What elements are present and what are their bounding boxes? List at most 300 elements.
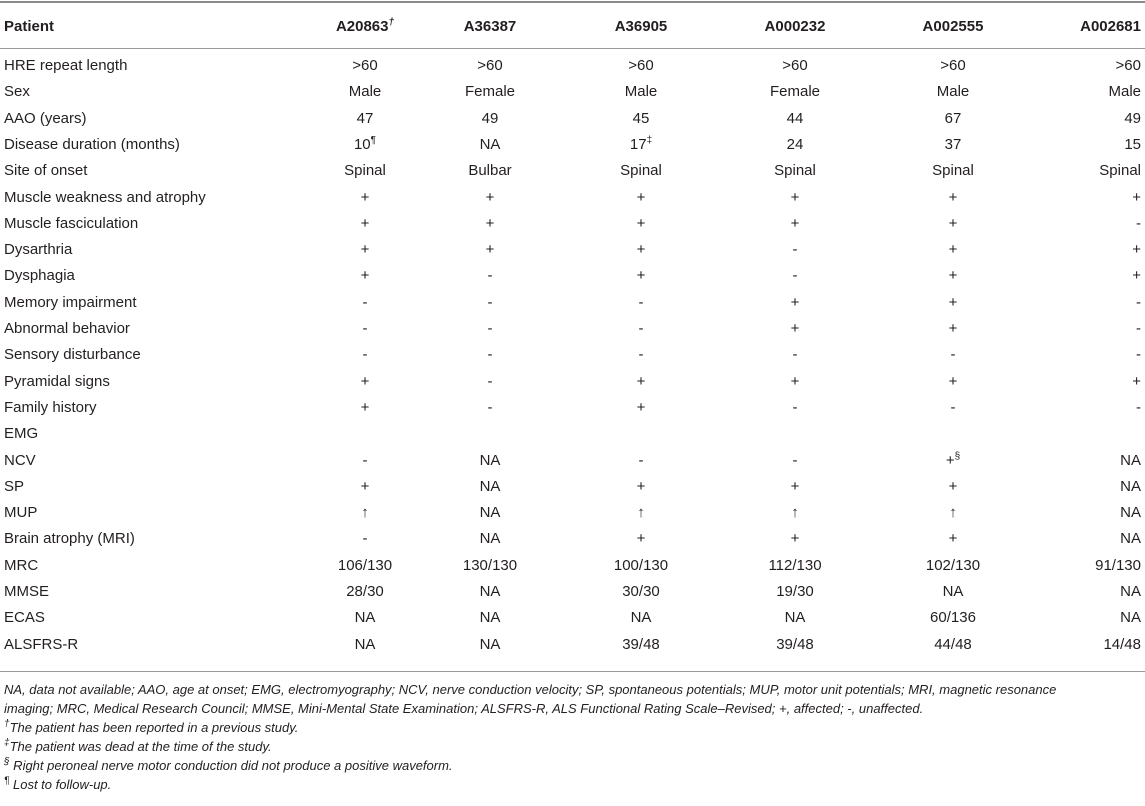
row-label: AAO (years) xyxy=(4,109,87,127)
table-bottom-rule xyxy=(0,671,1145,672)
table-cell xyxy=(893,241,1013,258)
table-cell xyxy=(1021,530,1141,547)
cell-value: 45 xyxy=(632,109,650,127)
table-cell xyxy=(305,452,425,469)
row-label: Dysarthria xyxy=(4,241,73,259)
table-cell xyxy=(735,83,855,100)
table-cell xyxy=(581,557,701,574)
table-cell xyxy=(735,478,855,495)
table-row-dysphagia xyxy=(0,267,1145,293)
table-row-sex xyxy=(0,83,1145,109)
cell-value: NA xyxy=(1120,451,1141,469)
cell-value: + xyxy=(1132,267,1141,285)
table-cell xyxy=(893,110,1013,127)
cell-value: 47 xyxy=(356,109,374,127)
cell-value: NA xyxy=(479,583,501,600)
table-cell xyxy=(305,530,425,547)
cell-value: + xyxy=(360,398,370,416)
cell-value: - xyxy=(638,320,644,337)
table-cell xyxy=(430,399,550,416)
table-cell xyxy=(893,636,1013,653)
table-cell xyxy=(735,530,855,547)
cell-value: NA xyxy=(479,451,501,469)
dagger-footnote-text: The patient has been reported in a previous study. xyxy=(9,720,299,735)
table-cell xyxy=(305,478,425,495)
cell-value: - xyxy=(1136,214,1141,232)
table-cell xyxy=(581,189,701,206)
cell-value: Male xyxy=(936,83,970,101)
cell-value: + xyxy=(485,188,495,206)
cell-value: 106/130 xyxy=(337,556,393,574)
table-row-mrc xyxy=(0,557,1145,583)
cell-value: - xyxy=(487,372,493,390)
cell-value: 112/130 xyxy=(768,556,822,574)
cell-value: ↑ xyxy=(361,504,369,522)
cell-value: + xyxy=(360,267,370,285)
cell-value: - xyxy=(1136,293,1141,311)
cell-value: Male xyxy=(1108,83,1141,101)
table-cell xyxy=(893,189,1013,206)
table-cell xyxy=(581,373,701,390)
table-cell xyxy=(735,504,855,521)
abbreviations-note-line-2: imaging; MRC, Medical Research Council; MMSE, Mini-Mental State Examination; ALSFRS-R, ALS Functional Rating Scale–Revised; +, affected; -, unaffected. xyxy=(4,701,924,716)
cell-value: + xyxy=(948,188,958,206)
table-cell xyxy=(305,83,425,100)
cell-value: Male xyxy=(348,83,382,101)
cell-value: 24 xyxy=(786,135,804,153)
cell-value: + xyxy=(485,241,495,259)
table-cell xyxy=(735,189,855,206)
table-cell xyxy=(430,346,550,363)
row-label: NCV xyxy=(4,451,36,469)
table-cell xyxy=(430,83,550,100)
cell-value: - xyxy=(638,346,644,364)
row-label: Family history xyxy=(4,398,97,416)
row-label: Memory impairment xyxy=(4,293,137,311)
table-row-brain-atrophy-mri xyxy=(0,530,1145,556)
cell-value: - xyxy=(487,346,493,364)
cell-value: + xyxy=(948,372,958,390)
cell-value: 44 xyxy=(786,109,804,127)
cell-value: + xyxy=(790,372,800,390)
cell-value: + xyxy=(948,477,958,495)
table-row-hre-repeat-length xyxy=(0,57,1145,83)
table-cell xyxy=(1021,478,1141,495)
cell-value: NA xyxy=(354,609,376,627)
cell-value: - xyxy=(792,451,798,469)
cell-value: 17 xyxy=(629,135,647,153)
cell-value: NA xyxy=(942,583,964,600)
table-cell xyxy=(1021,110,1141,127)
row-label: MMSE xyxy=(4,583,49,600)
table-cell xyxy=(581,504,701,521)
cell-value: + xyxy=(636,188,646,206)
cell-value: Spinal xyxy=(344,162,386,180)
table-cell xyxy=(430,478,550,495)
table-cell xyxy=(581,452,701,469)
table-cell xyxy=(735,241,855,258)
pilcrow-mark: ¶ xyxy=(4,775,10,787)
table-cell xyxy=(305,504,425,521)
cell-value: + xyxy=(636,477,646,495)
table-row-muscle-fasciculation xyxy=(0,215,1145,241)
cell-value: - xyxy=(792,241,798,259)
dagger-footnote-mark: † xyxy=(388,17,395,28)
cell-value: >60 xyxy=(940,57,966,74)
row-label: ECAS xyxy=(4,609,45,627)
table-row-family-history xyxy=(0,399,1145,425)
table-cell xyxy=(1021,636,1141,653)
cell-value: 39/48 xyxy=(776,635,814,653)
table-cell xyxy=(305,399,425,416)
table-cell xyxy=(735,583,855,600)
cell-value: + xyxy=(1132,188,1141,206)
table-cell xyxy=(581,320,701,337)
table-cell xyxy=(1021,557,1141,574)
table-cell xyxy=(893,504,1013,521)
table-cell xyxy=(1021,399,1141,416)
row-label: Sensory disturbance xyxy=(4,346,141,364)
table-cell xyxy=(893,83,1013,100)
column-header-a000232: A000232 xyxy=(764,18,826,35)
cell-value: + xyxy=(360,477,370,495)
cell-value: - xyxy=(362,293,368,311)
table-cell xyxy=(1021,452,1141,469)
table-cell xyxy=(1021,504,1141,521)
cell-value: - xyxy=(950,398,956,416)
table-cell xyxy=(893,136,1013,153)
table-footnotes xyxy=(4,680,1142,794)
cell-value: ↑ xyxy=(791,504,799,522)
row-label: EMG xyxy=(4,425,39,443)
abbreviations-note-line-1: NA, data not available; AAO, age at onset; EMG, electromyography; NCV, nerve conduction velocity; SP, spontaneous potentials; MUP, motor unit potentials; MRI, magnetic resonance xyxy=(4,682,1057,697)
cell-value: 37 xyxy=(944,135,962,153)
table-cell xyxy=(305,241,425,258)
table-cell xyxy=(305,57,425,74)
cell-value: NA xyxy=(354,635,376,653)
table-cell xyxy=(893,346,1013,363)
table-cell xyxy=(735,399,855,416)
table-cell xyxy=(305,346,425,363)
table-cell xyxy=(1021,189,1141,206)
cell-value: - xyxy=(792,398,798,416)
cell-value: + xyxy=(1132,241,1141,259)
cell-value: - xyxy=(638,451,644,469)
table-cell xyxy=(1021,373,1141,390)
table-cell xyxy=(305,294,425,311)
table-cell xyxy=(735,294,855,311)
cell-value: NA xyxy=(479,609,501,627)
table-top-rule xyxy=(0,1,1145,3)
table-cell xyxy=(305,320,425,337)
row-label: SP xyxy=(4,477,25,495)
table-row-muscle-weakness-and-atrophy xyxy=(0,189,1145,215)
cell-value: NA xyxy=(479,530,501,548)
table-cell xyxy=(581,636,701,653)
table-cell xyxy=(430,136,550,153)
cell-value: - xyxy=(362,530,368,548)
cell-value: ↑ xyxy=(637,504,645,522)
column-header-a20863: A20863† xyxy=(335,17,395,35)
cell-value: + xyxy=(948,320,958,337)
double-dagger-mark: ‡ xyxy=(4,737,10,749)
cell-value: 130/130 xyxy=(462,556,518,574)
cell-value: + xyxy=(636,214,646,232)
cell-value: Spinal xyxy=(1099,162,1141,180)
cell-value: + xyxy=(790,477,800,495)
row-label: ALSFRS-R xyxy=(4,635,79,653)
table-cell xyxy=(305,609,425,626)
table-cell xyxy=(430,162,550,179)
cell-value: NA xyxy=(784,609,806,627)
table-cell xyxy=(430,241,550,258)
section-mark: § xyxy=(4,756,10,768)
table-cell xyxy=(305,136,425,153)
table-cell xyxy=(893,530,1013,547)
table-cell xyxy=(735,609,855,626)
column-header-a36387: A36387 xyxy=(463,18,517,35)
table-cell xyxy=(893,267,1013,284)
cell-value: NA xyxy=(1120,530,1141,548)
table-cell xyxy=(581,57,701,74)
cell-value: + xyxy=(948,214,958,232)
table-row-mmse xyxy=(0,583,1145,609)
table-cell xyxy=(305,215,425,232)
table-cell xyxy=(430,583,550,600)
table-cell xyxy=(430,215,550,232)
table-cell xyxy=(430,294,550,311)
table-cell xyxy=(305,162,425,179)
table-cell xyxy=(735,110,855,127)
table-cell xyxy=(735,215,855,232)
table-cell xyxy=(581,583,701,600)
cell-value: 49 xyxy=(481,109,499,127)
cell-value: + xyxy=(790,188,800,206)
table-cell xyxy=(893,373,1013,390)
section-footnote xyxy=(4,756,1142,775)
cell-value: 49 xyxy=(1124,109,1141,127)
cell-value: - xyxy=(1136,346,1141,364)
row-label: Muscle fasciculation xyxy=(4,214,139,232)
table-cell xyxy=(1021,57,1141,74)
cell-value: 60/136 xyxy=(930,609,976,627)
double-dagger-footnote xyxy=(4,737,1142,756)
table-cell xyxy=(430,452,550,469)
footnote-mark: § xyxy=(954,450,961,462)
cell-value: 14/48 xyxy=(1103,635,1141,653)
table-cell xyxy=(893,320,1013,337)
table-cell xyxy=(581,215,701,232)
cell-value: + xyxy=(360,214,370,232)
table-cell xyxy=(305,557,425,574)
cell-value: + xyxy=(360,372,370,390)
table-cell xyxy=(581,399,701,416)
table-row-abnormal-behavior xyxy=(0,320,1145,346)
row-label: HRE repeat length xyxy=(4,57,128,74)
row-label: Disease duration (months) xyxy=(4,135,180,153)
cell-value: - xyxy=(487,320,493,337)
cell-value: - xyxy=(362,451,368,469)
cell-value: + xyxy=(360,188,370,206)
footnote-mark: ‡ xyxy=(646,134,653,146)
table-cell xyxy=(581,530,701,547)
cell-value: Spinal xyxy=(932,162,974,180)
cell-value: - xyxy=(792,346,798,364)
cell-value: + xyxy=(360,241,370,259)
column-header-a002555: A002555 xyxy=(922,18,984,35)
row-label: MUP xyxy=(4,504,38,522)
table-cell xyxy=(1021,320,1141,337)
cell-value: >60 xyxy=(1115,57,1141,74)
table-cell xyxy=(430,110,550,127)
cell-value: + xyxy=(790,214,800,232)
table-cell xyxy=(1021,215,1141,232)
table-cell xyxy=(735,162,855,179)
row-label: Brain atrophy (MRI) xyxy=(4,530,135,548)
table-cell xyxy=(893,583,1013,600)
table-cell xyxy=(1021,583,1141,600)
table-cell xyxy=(735,452,855,469)
cell-value: + xyxy=(948,293,958,311)
table-cell xyxy=(1021,609,1141,626)
table-cell xyxy=(1021,83,1141,100)
row-label: Muscle weakness and atrophy xyxy=(4,188,206,206)
table-cell xyxy=(581,162,701,179)
table-cell xyxy=(581,294,701,311)
cell-value: NA xyxy=(1120,609,1141,627)
table-header-row xyxy=(0,14,1145,40)
cell-value: 39/48 xyxy=(622,635,660,653)
table-cell xyxy=(430,636,550,653)
table-cell xyxy=(1021,136,1141,153)
row-label: Abnormal behavior xyxy=(4,320,130,337)
table-cell xyxy=(305,189,425,206)
table-row-ncv xyxy=(0,452,1145,478)
cell-value: + xyxy=(485,214,495,232)
table-cell xyxy=(1021,267,1141,284)
table-cell xyxy=(735,636,855,653)
table-cell xyxy=(893,557,1013,574)
cell-value: NA xyxy=(1120,504,1141,522)
table-cell xyxy=(430,57,550,74)
cell-value: + xyxy=(790,293,800,311)
table-cell xyxy=(735,346,855,363)
table-row-emg xyxy=(0,425,1145,451)
table-cell xyxy=(735,136,855,153)
cell-value: + xyxy=(636,398,646,416)
table-cell xyxy=(581,241,701,258)
table-row-site-of-onset xyxy=(0,162,1145,188)
cell-value: 30/30 xyxy=(622,583,660,600)
table-cell xyxy=(893,452,1013,469)
table-cell xyxy=(430,530,550,547)
pilcrow-footnote-text: Lost to follow-up. xyxy=(9,777,112,792)
dagger-mark: † xyxy=(4,718,10,730)
cell-value: - xyxy=(638,293,644,311)
table-cell xyxy=(1021,162,1141,179)
footnote-mark: ¶ xyxy=(370,134,377,146)
table-cell xyxy=(430,189,550,206)
table-cell xyxy=(1021,241,1141,258)
table-row-alsfrs-r xyxy=(0,636,1145,662)
cell-value: 102/130 xyxy=(925,556,981,574)
cell-value: + xyxy=(1132,372,1141,390)
cell-value: 28/30 xyxy=(346,583,384,600)
table-cell xyxy=(581,110,701,127)
column-header-a36905: A36905 xyxy=(614,18,668,35)
table-cell xyxy=(430,609,550,626)
table-row-disease-duration-months xyxy=(0,136,1145,162)
table-cell xyxy=(893,294,1013,311)
cell-value: ↑ xyxy=(949,504,957,522)
table-cell xyxy=(581,267,701,284)
table-cell xyxy=(305,267,425,284)
pilcrow-footnote xyxy=(4,775,1142,794)
table-cell xyxy=(893,478,1013,495)
table-cell xyxy=(430,557,550,574)
cell-value: Female xyxy=(769,83,821,101)
section-footnote-text: Right peroneal nerve motor conduction did not produce a positive waveform. xyxy=(9,758,453,773)
table-cell xyxy=(1021,294,1141,311)
table-cell xyxy=(893,162,1013,179)
table-cell xyxy=(581,478,701,495)
table-row-sp xyxy=(0,478,1145,504)
cell-value: - xyxy=(487,267,493,285)
cell-value: + xyxy=(948,241,958,259)
cell-value: + xyxy=(948,267,958,285)
cell-value: Male xyxy=(624,83,658,101)
cell-value: >60 xyxy=(628,57,654,74)
table-header-rule xyxy=(0,48,1145,49)
cell-value: - xyxy=(362,320,368,337)
table-cell xyxy=(1021,346,1141,363)
cell-value: 44/48 xyxy=(934,635,972,653)
table-cell xyxy=(581,609,701,626)
dagger-footnote xyxy=(4,718,1142,737)
cell-value: - xyxy=(1136,320,1141,337)
row-label: Sex xyxy=(4,83,30,101)
table-row-ecas xyxy=(0,609,1145,635)
table-cell xyxy=(581,346,701,363)
table-row-pyramidal-signs xyxy=(0,373,1145,399)
cell-value: Spinal xyxy=(774,162,816,180)
table-cell xyxy=(305,110,425,127)
cell-value: + xyxy=(636,372,646,390)
table-cell xyxy=(430,320,550,337)
cell-value: >60 xyxy=(477,57,503,74)
cell-value: 15 xyxy=(1124,135,1141,153)
cell-value: + xyxy=(636,241,646,259)
cell-value: NA xyxy=(479,504,501,522)
table-cell xyxy=(581,136,701,153)
table-cell xyxy=(581,83,701,100)
cell-value: >60 xyxy=(352,57,378,74)
table-cell xyxy=(735,57,855,74)
table-cell xyxy=(430,504,550,521)
cell-value: - xyxy=(487,293,493,311)
table-cell xyxy=(430,373,550,390)
table-cell xyxy=(735,320,855,337)
cell-value: 10 xyxy=(353,135,371,153)
row-label: Site of onset xyxy=(4,162,88,180)
cell-value: - xyxy=(950,346,956,364)
cell-value: NA xyxy=(479,477,501,495)
table-cell xyxy=(735,267,855,284)
cell-value: - xyxy=(487,398,493,416)
cell-value: - xyxy=(1136,398,1141,416)
cell-value: 19/30 xyxy=(776,583,814,600)
table-row-memory-impairment xyxy=(0,294,1145,320)
